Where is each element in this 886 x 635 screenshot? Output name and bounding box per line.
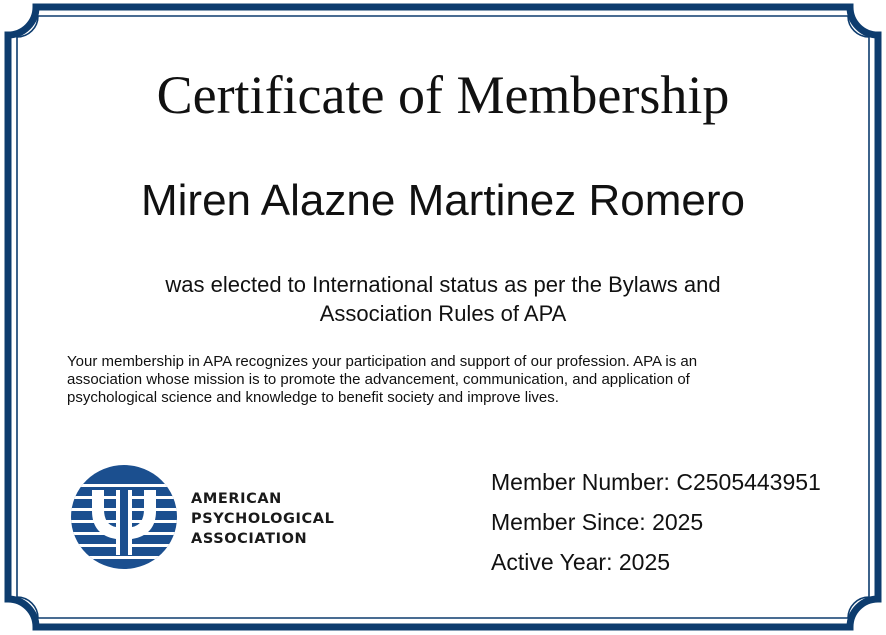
member-number-label: Member Number: <box>491 469 670 495</box>
active-year-value: 2025 <box>618 549 671 575</box>
elected-statement <box>100 270 786 328</box>
member-name: Miren Alazne Martinez Romero <box>140 176 745 225</box>
active-year-label: Active Year: <box>491 549 613 575</box>
member-number-row <box>491 462 821 502</box>
member-number-value: C2505443951 <box>676 469 821 495</box>
organization-name-line-1: AMERICAN <box>191 491 282 507</box>
organization-name <box>191 489 334 549</box>
active-year-row <box>491 542 821 582</box>
description-line-2: association whose mission is to promote the advancement, communication, and application of <box>67 371 690 388</box>
member-since-value: 2025 <box>652 509 704 535</box>
description-line-1: Your membership in APA recognizes your participation and support of our profession. APA is an <box>67 353 698 370</box>
member-since-row <box>491 502 821 542</box>
organization-name-line-2: PSYCHOLOGICAL <box>191 511 335 527</box>
elected-line-1: was elected to International status as per the Bylaws and <box>165 272 721 297</box>
elected-line-2: Association Rules of APA <box>319 301 567 326</box>
description-line-3: psychological science and knowledge to benefit society and improve lives. <box>67 389 559 406</box>
organization-name-line-3: ASSOCIATION <box>191 531 308 547</box>
membership-description <box>67 353 827 407</box>
member-since-label: Member Since: <box>491 509 646 535</box>
membership-details <box>491 462 821 582</box>
certificate-title: Certificate of Membership <box>156 65 730 125</box>
